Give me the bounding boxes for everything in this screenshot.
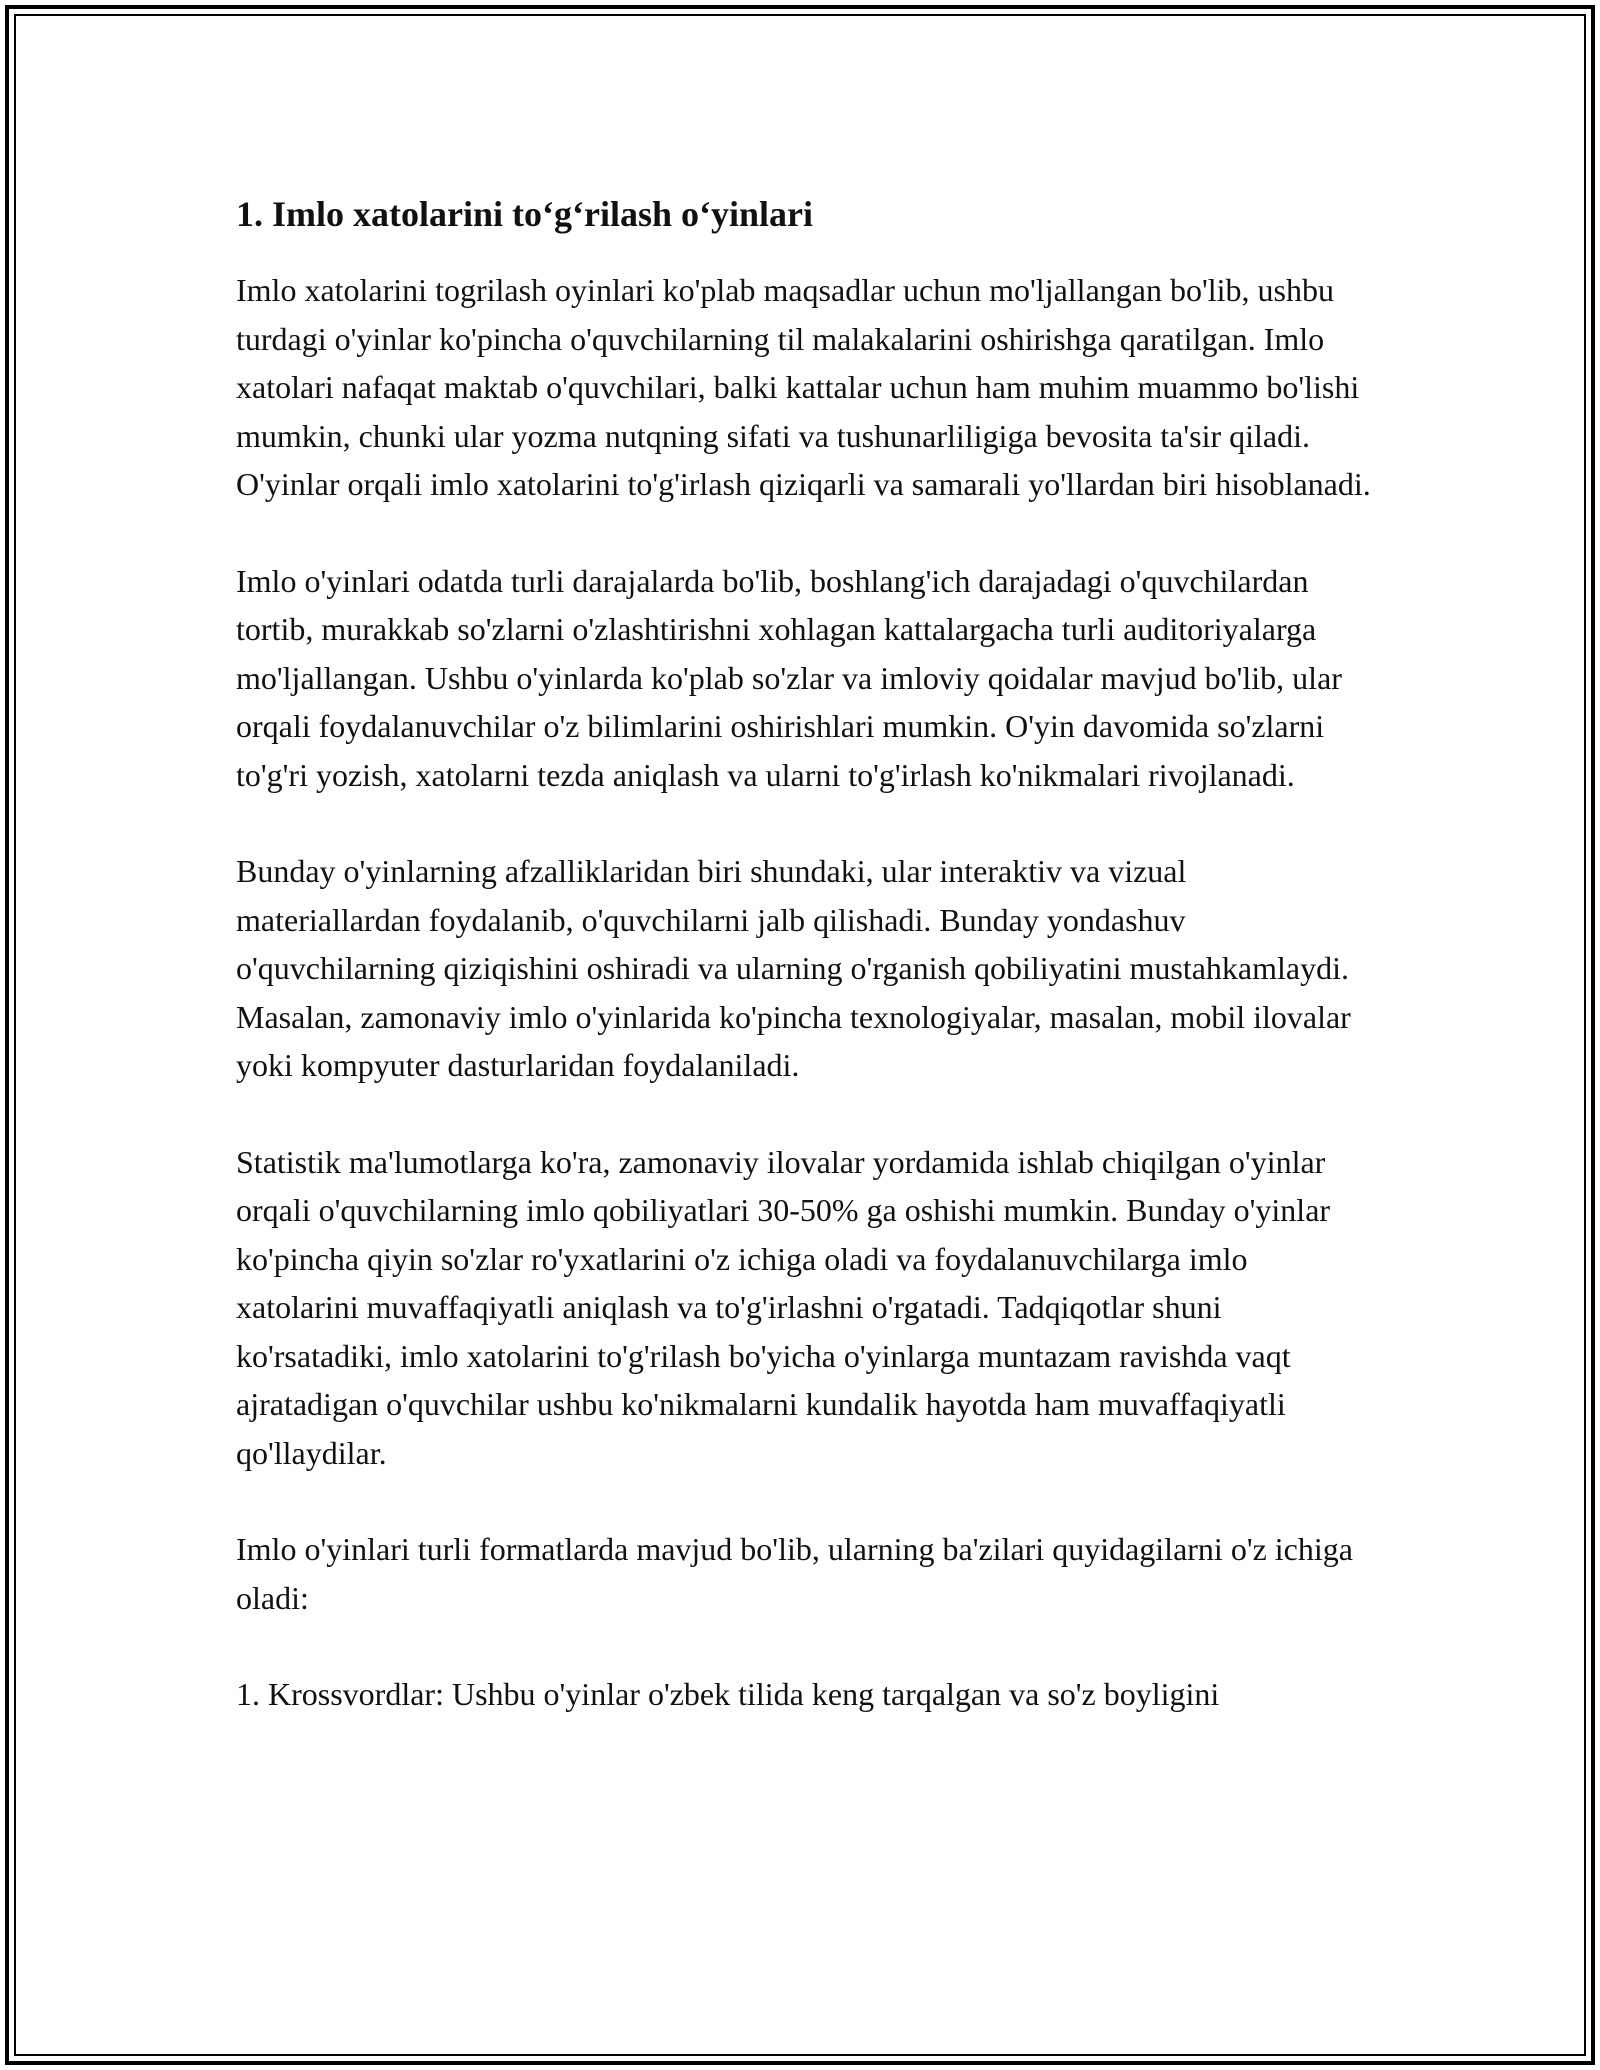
paragraph-advantages: Bunday o'yinlarning afzalliklaridan biri shundaki, ular interaktiv va vizual materiallardan foydalanib, o'quvchilarni jalb qilishadi. Bunday yondashuv o'quvchilarning qiziqishini oshiradi va ularning o'rganish qobiliyatini mustahkamlaydi. Masalan, zamonaviy imlo o'yinlarida ko'pincha texnologiyalar, masalan, mobil ilovalar yoki kompyuter dasturlaridan foydalaniladi. <box>236 853 1351 1083</box>
list-item-crosswords: 1. Krossvordlar: Ushbu o'yinlar o'zbek tilida keng tarqalgan va so'z boyligini <box>236 1676 1220 1712</box>
paragraph-formats: Imlo o'yinlari turli formatlarda mavjud bo'lib, ularning ba'zilari quyidagilarni o'z ichiga oladi: <box>236 1531 1353 1616</box>
paragraph-statistics: Statistik ma'lumotlarga ko'ra, zamonaviy ilovalar yordamida ishlab chiqilgan o'yinlar orqali o'quvchilarning imlo qobiliyatlari 30-50% ga oshishi mumkin. Bunday o'yinlar ko'pincha qiyin so'zlar ro'yxatlarini o'z ichiga oladi va foydalanuvchilarga imlo xatolarini muvaffaqiyatli aniqlash va to'g'irlashni o'rgatadi. Tadqiqotlar shuni ko'rsatadiki, imlo xatolarini to'g'rilash bo'yicha o'yinlarga muntazam ravishda vaqt ajratadigan o'quvchilar ushbu ko'nikmalarni kundalik hayotda ham muvaffaqiyatli qo'llaydilar. <box>236 1143 1331 1471</box>
paragraph-levels: Imlo o'yinlari odatda turli darajalarda bo'lib, boshlang'ich darajadagi o'quvchilardan tortib, murakkab so'zlarni o'zlashtirishni xohlagan kattalargacha turli auditoriyalarga mo'ljallangan. Ushbu o'yinlarda ko'plab so'zlar va imloviy qoidalar mavjud bo'lib, ular orqali foydalanuvchilar o'z bilimlarini oshirishlari mumkin. O'yin davomida so'zlarni to'g'ri yozish, xatolarni tezda aniqlash va ularni to'g'irlash ko'nikmalari rivojlanadi. <box>236 562 1342 793</box>
paragraph-intro: Imlo xatolarini togrilash oyinlari ko'plab maqsadlar uchun mo'ljallangan bo'lib, ushbu turdagi o'yinlar ko'pincha o'quvchilarning til malakalarini oshirishga qaratilgan. Imlo xatolari nafaqat maktab o'quvchilari, balki kattalar uchun ham muhim muammo bo'lishi mumkin, chunki ular yozma nutqning sifati va tushunarliligiga bevosita ta'sir qiladi. O'yinlar orqali imlo xatolarini to'g'irlash qiziqarli va samarali yo'llardan biri hisoblanadi. <box>236 272 1371 502</box>
section-heading: 1. Imlo xatolarini to‘g‘rilash o‘yinlari <box>236 194 813 234</box>
document-body <box>236 186 1376 1719</box>
